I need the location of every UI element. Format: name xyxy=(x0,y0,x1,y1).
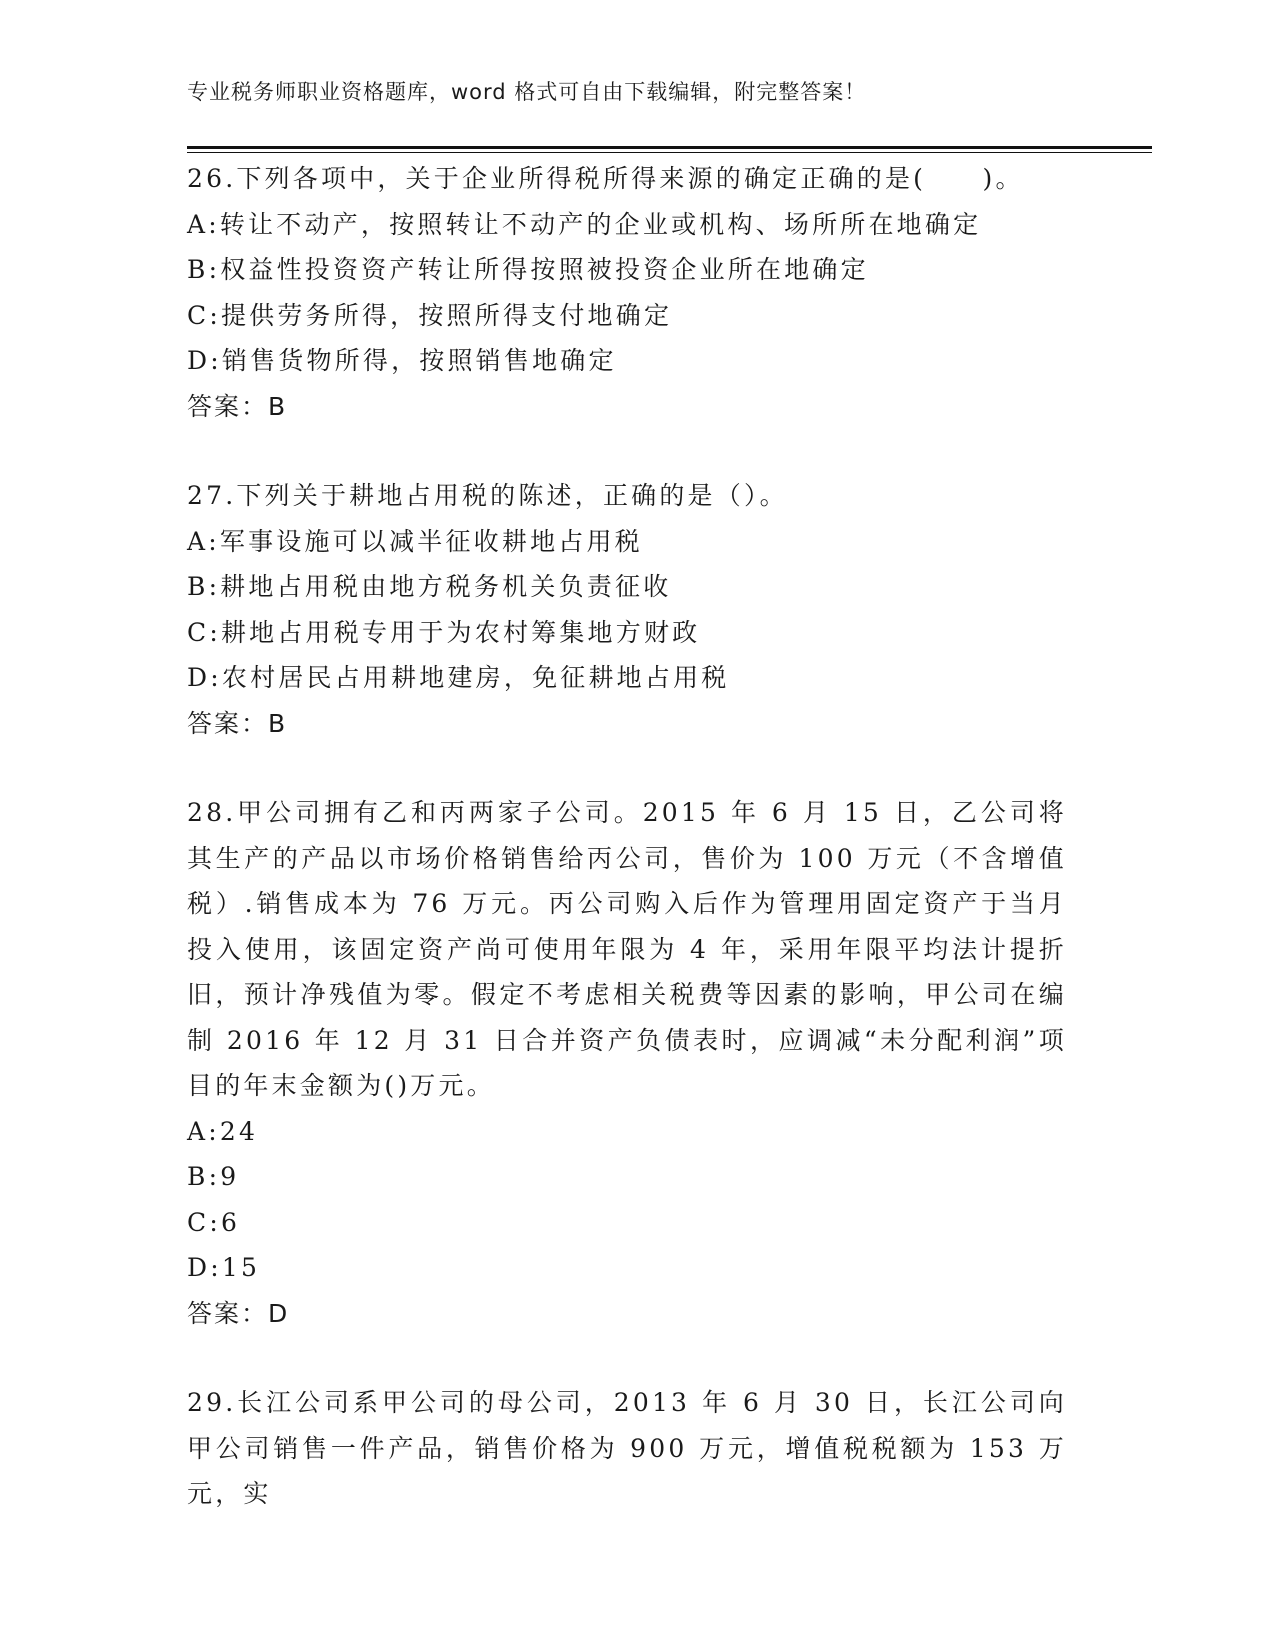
option-a: A:24 xyxy=(187,1116,259,1146)
option-b: B:耕地占用税由地方税务机关负责征收 xyxy=(187,572,672,601)
answer-label: 答案：D xyxy=(187,1298,290,1328)
option-c: C:6 xyxy=(187,1207,241,1237)
question-stem: 28.甲公司拥有乙和丙两家子公司。2015 年 6 月 15 日，乙公司将其生产的产品以市场价格销售给丙公司，售价为 100 万元（不含增值税）.销售成本为 76 万元。丙公司购入后作为管理用固定资产于当月投入使用，该固定资产尚可使用年限为 4 年，采用年限平均法计提折旧，预计净残值为零。假定不考虑相关税费等因素的影响，甲公司在编制 2016 年 12 月 31 日合并资产负债表时，应调减“未分配利润”项目的年末金额为()万元。 xyxy=(187,798,1068,1100)
question-27 xyxy=(187,473,1082,746)
option-a: A:转让不动产，按照转让不动产的企业或机构、场所所在地确定 xyxy=(187,209,982,239)
option-d: D:农村居民占用耕地建房，免征耕地占用税 xyxy=(187,663,730,692)
question-stem: 26.下列各项中，关于企业所得税所得来源的确定正确的是( )。 xyxy=(187,164,1024,193)
option-c: C:提供劳务所得，按照所得支付地确定 xyxy=(187,300,673,330)
question-list xyxy=(187,156,1082,1561)
answer-label: 答案：B xyxy=(187,391,288,421)
header-rule-thin xyxy=(187,152,1152,153)
question-29 xyxy=(187,1380,1082,1517)
option-a: A:军事设施可以减半征收耕地占用税 xyxy=(187,526,643,556)
option-d: D:销售货物所得，按照销售地确定 xyxy=(187,346,617,375)
question-stem: 29.长江公司系甲公司的母公司，2013 年 6 月 30 日，长江公司向甲公司销售一件产品，销售价格为 900 万元，增值税税额为 153 万元，实 xyxy=(187,1388,1067,1508)
answer-label: 答案：B xyxy=(187,708,288,738)
option-b: B:权益性投资资产转让所得按照被投资企业所在地确定 xyxy=(187,255,869,284)
header-rule-thick xyxy=(187,146,1152,149)
question-28 xyxy=(187,790,1082,1336)
option-b: B:9 xyxy=(187,1162,240,1191)
question-26 xyxy=(187,156,1082,429)
question-stem: 27.下列关于耕地占用税的陈述，正确的是（）。 xyxy=(187,481,788,510)
option-c: C:耕地占用税专用于为农村筹集地方财政 xyxy=(187,617,701,647)
document-header: 专业税务师职业资格题库，word 格式可自由下载编辑，附完整答案！ xyxy=(187,80,867,104)
option-d: D:15 xyxy=(187,1253,261,1282)
